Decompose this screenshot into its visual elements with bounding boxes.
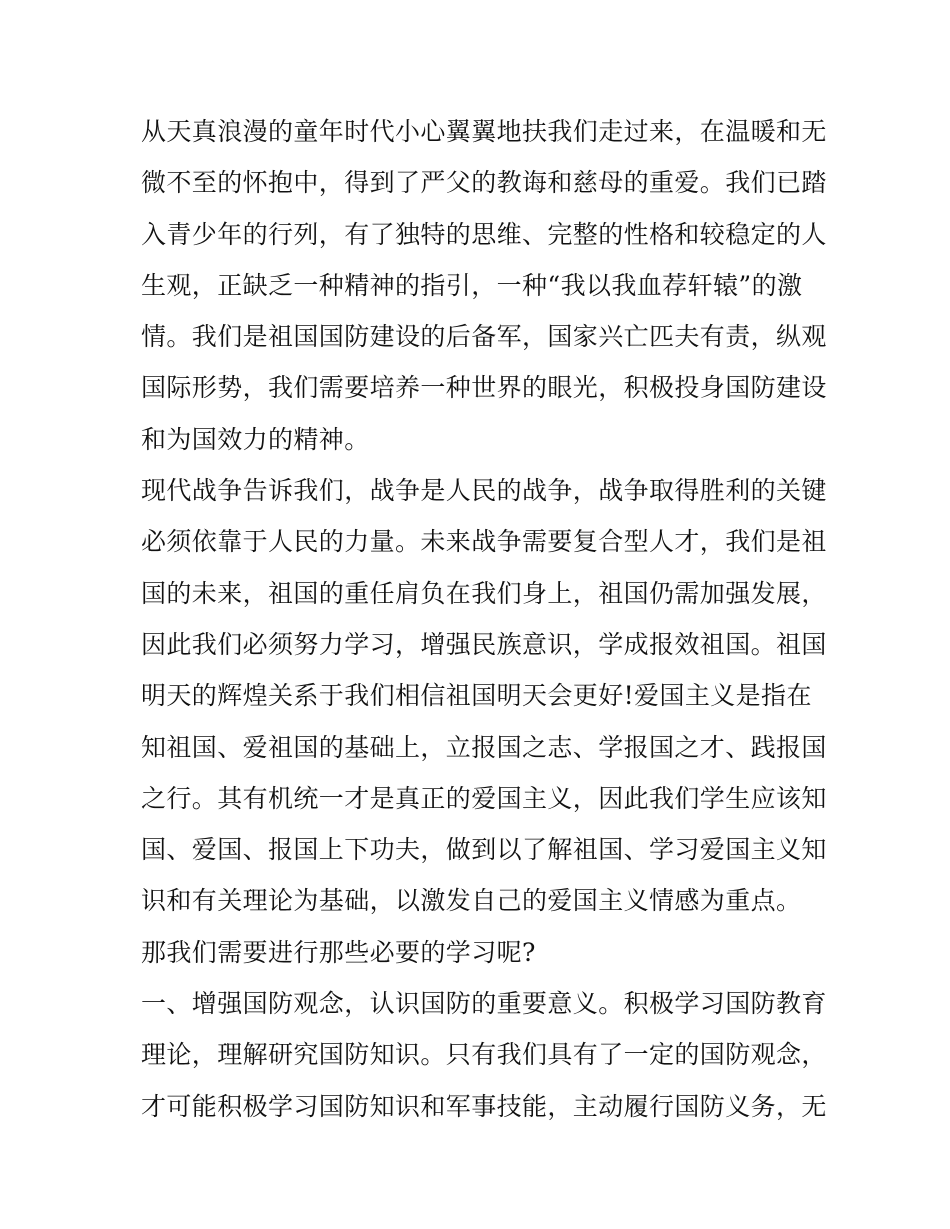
text-line: 才可能积极学习国防知识和军事技能，主动履行国防义务，无 bbox=[141, 1091, 827, 1121]
text-line: 明天的辉煌关系于我们相信祖国明天会更好!爱国主义是指在 bbox=[141, 681, 812, 711]
text-line: 国、爱国、报国上下功夫，做到以了解祖国、学习爱国主义知 bbox=[141, 835, 827, 865]
text-line: 理论，理解研究国防知识。只有我们具有了一定的国防观念， bbox=[141, 1040, 827, 1070]
text-line: 识和有关理论为基础，以激发自己的爱国主义情感为重点。 bbox=[141, 886, 802, 916]
text-line: 一、增强国防观念，认识国防的重要意义。积极学习国防教育 bbox=[141, 989, 827, 1019]
text-line: 和为国效力的精神。 bbox=[141, 424, 370, 454]
text-line: 那我们需要进行那些必要的学习呢? bbox=[141, 937, 536, 967]
text-line: 国际形势，我们需要培养一种世界的眼光，积极投身国防建设 bbox=[141, 373, 827, 403]
text-line: 因此我们必须努力学习，增强民族意识，学成报效祖国。祖国 bbox=[141, 629, 827, 659]
text-line: 微不至的怀抱中，得到了严父的教诲和慈母的重爱。我们已踏 bbox=[141, 168, 827, 198]
document-body bbox=[141, 106, 827, 1132]
text-line: 必须依靠于人民的力量。未来战争需要复合型人才，我们是祖 bbox=[141, 527, 827, 557]
text-line: 之行。其有机统一才是真正的爱国主义，因此我们学生应该知 bbox=[141, 783, 827, 813]
text-line: 生观，正缺乏一种精神的指引，一种“我以我血荐轩辕”的激 bbox=[141, 270, 803, 300]
text-line: 情。我们是祖国国防建设的后备军，国家兴亡匹夫有责，纵观 bbox=[141, 322, 827, 352]
text-line: 知祖国、爱祖国的基础上，立报国之志、学报国之才、践报国 bbox=[141, 732, 827, 762]
text-line: 国的未来，祖国的重任肩负在我们身上，祖国仍需加强发展， bbox=[141, 578, 827, 608]
text-line: 现代战争告诉我们，战争是人民的战争，战争取得胜利的关键 bbox=[141, 476, 827, 506]
text-line: 从天真浪漫的童年时代小心翼翼地扶我们走过来，在温暖和无 bbox=[141, 117, 827, 146]
text-line: 入青少年的行列，有了独特的思维、完整的性格和较稳定的人 bbox=[141, 219, 827, 249]
